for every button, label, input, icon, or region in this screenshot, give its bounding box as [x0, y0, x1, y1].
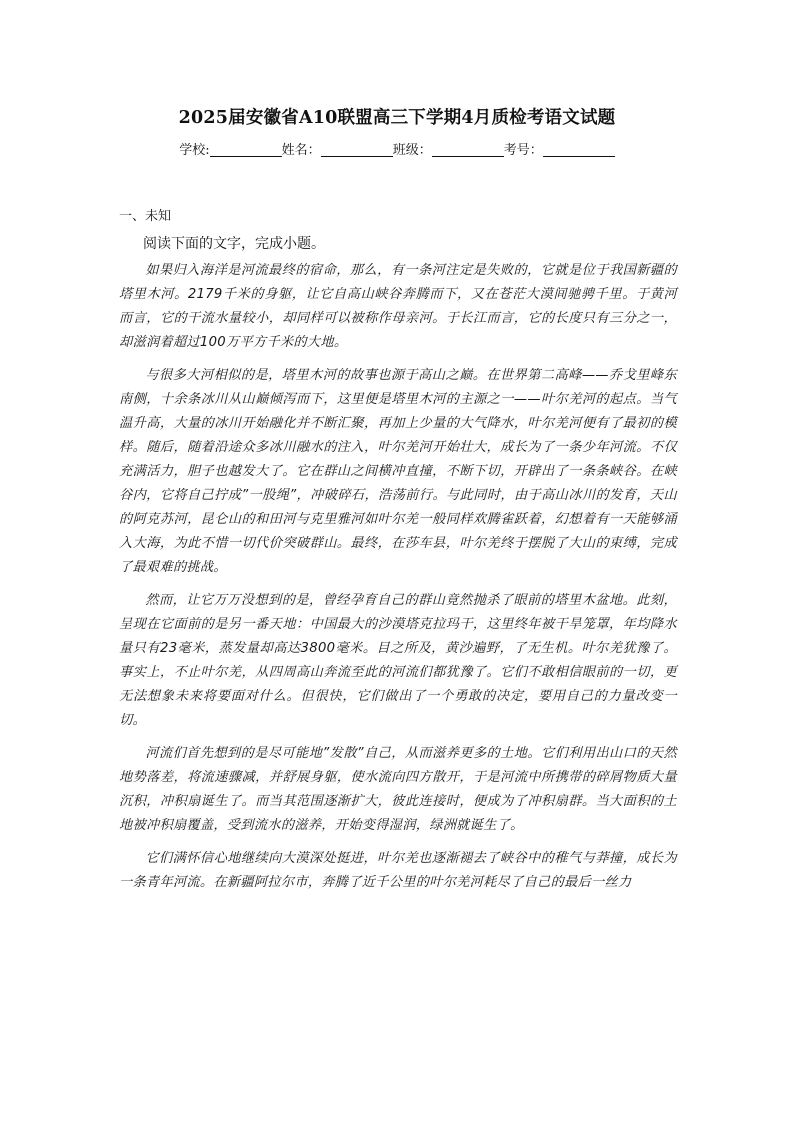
passage-paragraph: 然而，让它万万没想到的是，曾经孕育自己的群山竟然抛杀了眼前的塔里木盆地。此刻，呈现在它面前的是另一番天地：中国最大的沙漠塔克拉玛干，这里终年被干旱笼罩，年均降水量只有23毫米，蒸发量却高达3800毫米。目之所及，黄沙遍野，了无生机。叶尔羌犹豫了。事实上，不止叶尔羌，从四周高山奔流至此的河流们都犹豫了。它们不敢相信眼前的一切，更无法想象未来将要面对什么。但很快，它们做出了一个勇敢的决定，要用自己的力量改变一切。: [119, 593, 677, 728]
school-label: 学校:: [179, 143, 210, 158]
exam-number-blank[interactable]: [543, 142, 615, 157]
class-blank[interactable]: [432, 142, 504, 157]
name-blank[interactable]: [321, 142, 393, 157]
passage-paragraph: 与很多大河相似的是，塔里木河的故事也源于高山之巅。在世界第二高峰——乔戈里峰东南侧，十余条冰川从山巅倾泻而下，这里便是塔里木河的主源之一——叶尔羌河的起点。当气温升高，大量的冰川开始融化并不断汇聚，再加上少量的大气降水，叶尔羌河便有了最初的模样。随后，随着沿途众多冰川融水的注入，叶尔羌河开始壮大，成长为了一条少年河流。不仅充满活力，胆子也越发大了。它在群山之间横冲直撞，不断下切，开辟出了一条条峡谷。在峡谷内，它将自己拧成”一股绳”，冲破碎石，浩荡前行。与此同时，由于高山冰川的发育，天山的阿克苏河，昆仑山的和田河与克里雅河如叶尔羌一般同样欢腾雀跃着，幻想着有一天能够涌入大海，为此不惜一切代价突破群山。最终，在莎车县，叶尔羌终于摆脱了大山的束缚，完成了最艰难的挑战。: [119, 368, 677, 575]
exam-number-label: 考号：: [503, 143, 543, 158]
passage-paragraph: 河流们首先想到的是尽可能地”发散”自己，从而滋养更多的土地。它们利用出山口的天然地势落差，将流速骤减，并舒展身躯，使水流向四方散开，于是河流中所携带的碎屑物质大量沉积，冲积扇诞生了。而当其范围逐渐扩大，彼此连接时，便成为了冲积扇群。当大面积的土地被冲积扇覆盖，受到流水的滋养，开始变得湿润，绿洲就诞生了。: [119, 746, 677, 833]
school-blank[interactable]: [210, 142, 282, 157]
reading-passage: [119, 259, 677, 895]
class-label: 班级：: [392, 143, 432, 158]
student-info-line: [0, 139, 794, 158]
passage-paragraph: 如果归入海洋是河流最终的宿命，那么，有一条河注定是失败的，它就是位于我国新疆的塔里木河。2179千米的身躯，让它自高山峡谷奔腾而下，又在苍茫大漠间驰骋千里。于黄河而言，它的干流水量较小，却同样可以被称作母亲河。于长江而言，它的长度只有三分之一，却滋润着超过100万平方千米的大地。: [119, 263, 677, 350]
reading-instruction: 阅读下面的文字，完成小题。: [143, 236, 325, 252]
passage-paragraph: 它们满怀信心地继续向大漠深处挺进，叶尔羌也逐渐褪去了峡谷中的稚气与莽撞，成长为一条青年河流。在新疆阿拉尔市，奔腾了近千公里的叶尔羌河耗尽了自己的最后一丝力: [119, 851, 677, 890]
name-label: 姓名：: [281, 143, 321, 158]
document-title: 2025届安徽省A10联盟高三下学期4月质检考语文试题: [178, 108, 616, 128]
section-heading: 一、未知: [119, 209, 172, 224]
